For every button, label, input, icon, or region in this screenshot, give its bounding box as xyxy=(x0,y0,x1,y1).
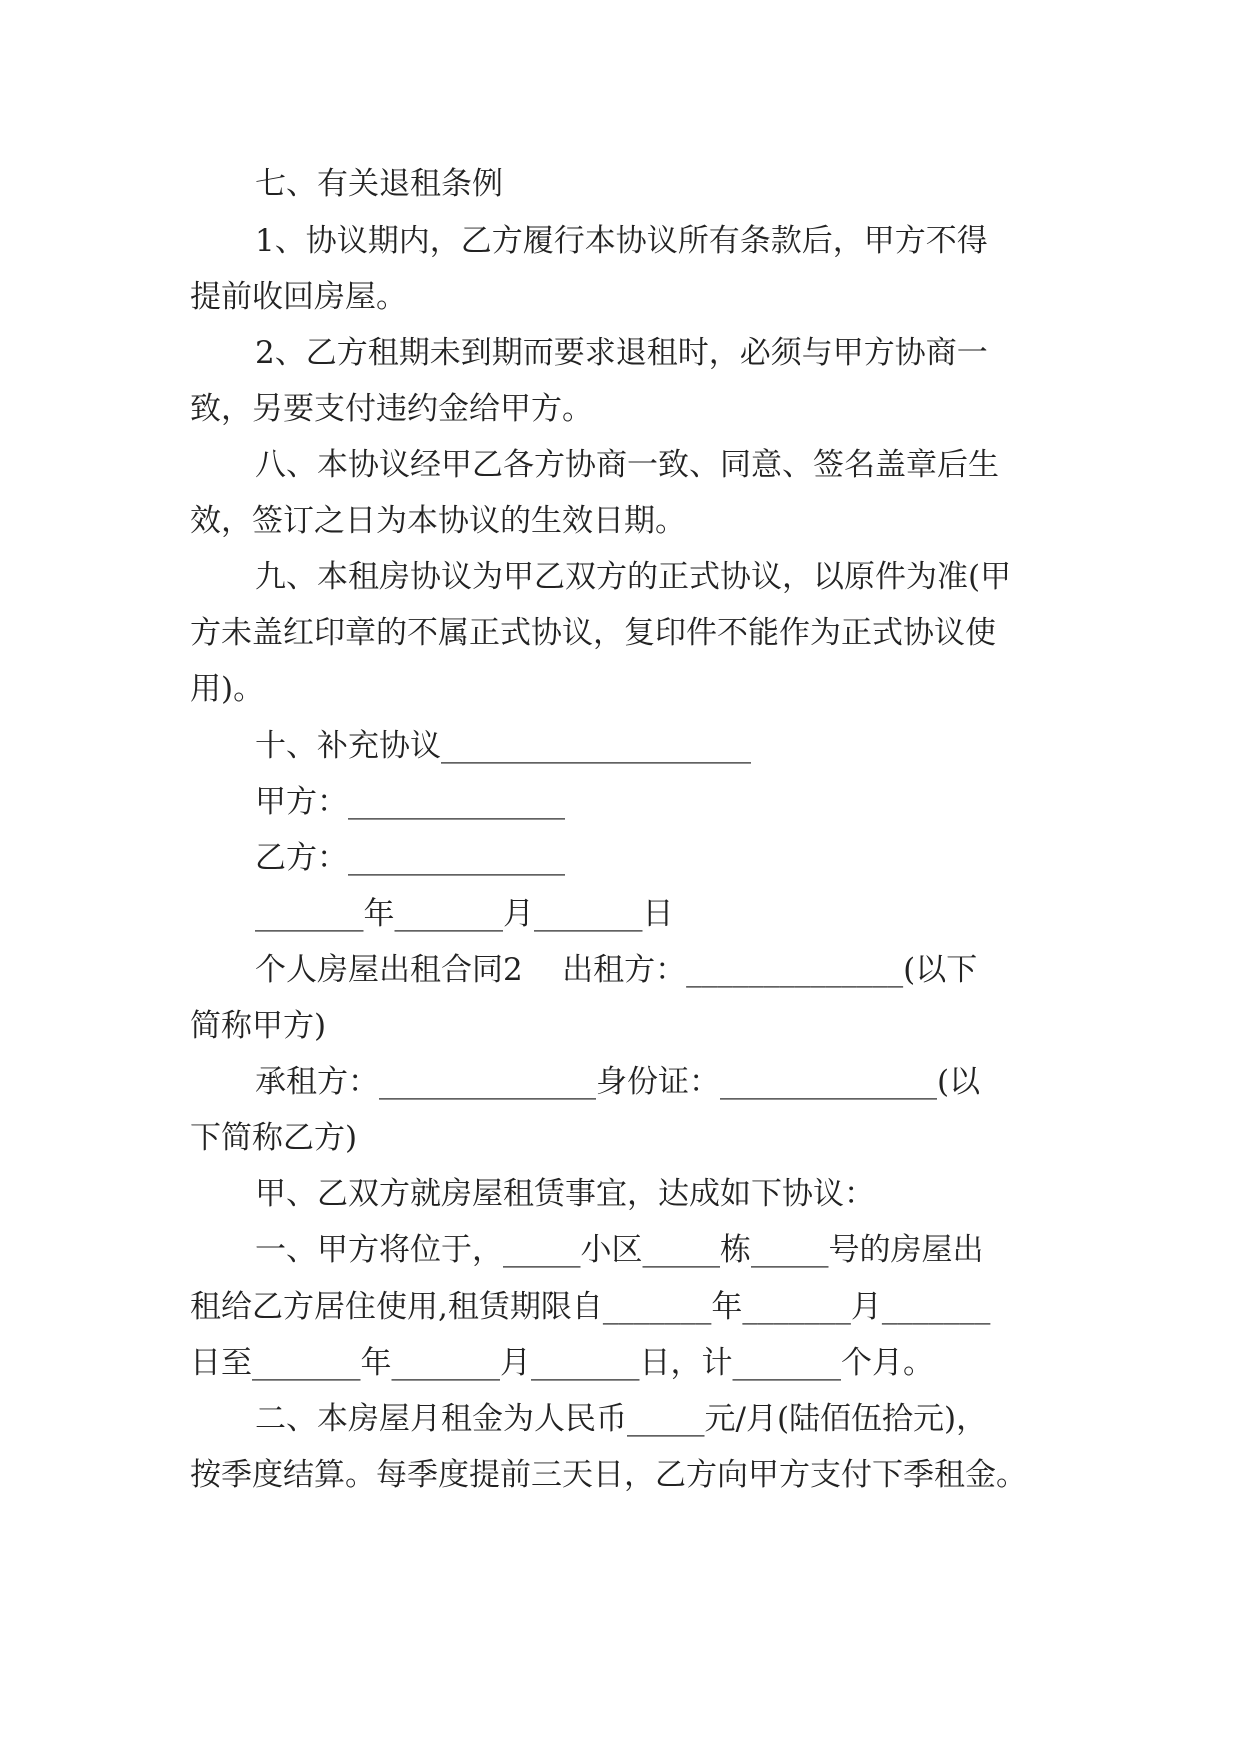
clause-9-line-1: 九、本租房协议为甲乙双方的正式协议，以原件为准(甲 xyxy=(255,559,1012,595)
clause-7-item-2-line-2: 致，另要支付违约金给甲方。 xyxy=(190,391,593,427)
article-1-line-3: 日至_______年_______月_______日，计_______个月。 xyxy=(190,1345,934,1381)
agreement-intro: 甲、乙双方就房屋租赁事宜，达成如下协议： xyxy=(255,1176,875,1212)
contract-2-lessor-line-2: 简称甲方) xyxy=(190,1008,327,1044)
clause-7-heading: 七、有关退租条例 xyxy=(255,166,503,202)
article-1-line-2: 租给乙方居住使用,租赁期限自_______年_______月_______ xyxy=(190,1289,991,1325)
party-a-signature-line: 甲方：______________ xyxy=(255,784,565,820)
lessee-id-line-1: 承租方：______________身份证：______________(以 xyxy=(255,1064,981,1100)
clause-7-item-1-line-2: 提前收回房屋。 xyxy=(190,279,407,315)
clause-10-supplement: 十、补充协议____________________ xyxy=(255,728,751,764)
clause-7-item-1-line-1: 1、协议期内，乙方履行本协议所有条款后，甲方不得 xyxy=(255,223,988,259)
date-line: _______年_______月_______日 xyxy=(255,896,674,932)
contract-2-title-lessor-line-1: 个人房屋出租合同2 出租方：______________(以下 xyxy=(255,952,978,988)
article-1-line-1: 一、甲方将位于，_____小区_____栋_____号的房屋出 xyxy=(255,1232,984,1268)
clause-8-line-1: 八、本协议经甲乙各方协商一致、同意、签名盖章后生 xyxy=(255,447,999,483)
clause-7-item-2-line-1: 2、乙方租期未到期而要求退租时，必须与甲方协商一 xyxy=(255,335,988,371)
clause-8-line-2: 效，签订之日为本协议的生效日期。 xyxy=(190,503,686,539)
clause-9-line-3: 用)。 xyxy=(190,671,265,707)
clause-9-line-2: 方未盖红印章的不属正式协议，复印件不能作为正式协议使 xyxy=(190,615,996,651)
article-2-line-1: 二、本房屋月租金为人民币_____元/月(陆佰伍拾元)， xyxy=(255,1401,988,1437)
article-2-line-2: 按季度结算。每季度提前三天日，乙方向甲方支付下季租金。 xyxy=(190,1457,1027,1493)
party-b-signature-line: 乙方：______________ xyxy=(255,840,565,876)
lessee-id-line-2: 下简称乙方) xyxy=(190,1120,358,1156)
